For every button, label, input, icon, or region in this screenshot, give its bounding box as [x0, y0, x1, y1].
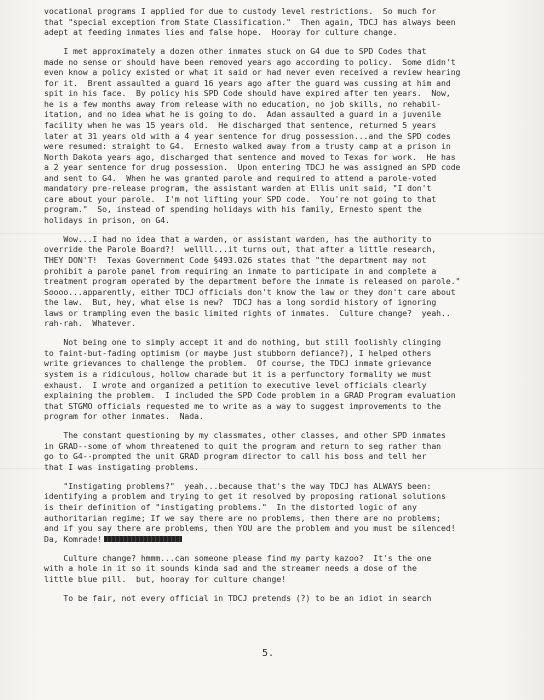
text-line: The constant questioning by my classmates, other classes, and other SPD inmates	[44, 430, 446, 441]
text-line: that STGMO officials requested me to write as a way to suggest improvements to the	[44, 400, 442, 411]
text-line: to faint-but-fading optimism (or maybe just stubborn defiance?), I helped others	[44, 347, 432, 358]
paragraph	[44, 481, 512, 544]
paragraph	[44, 430, 512, 472]
text-line: laws or trampling even the basic limited rights of inmates. Culture change? yeah..	[44, 307, 451, 318]
text-line: later at 31 years old with a 4 year sentence for drug possession...and the SPD codes	[44, 130, 451, 141]
text-line: program." So, instead of spending holidays with his family, Ernesto spent the	[44, 204, 422, 215]
text-line: the law. But, hey, what else is new? TDCJ has a long sordid history of ignoring	[44, 297, 437, 308]
text-line: prohibit a parole panel from requiring an inmate to participate in and complete a	[44, 265, 437, 276]
redaction-mark	[104, 536, 182, 542]
text-line: in GRAD--some of whom threatened to quit the program and return to seg rather than	[44, 440, 442, 451]
text-line: exhaust. I wrote and organized a petition to executive level officials clearly	[44, 379, 427, 390]
text-line: and if you say there are problems, then YOU are the problem and you must be silenced!	[44, 523, 456, 534]
paragraph	[44, 593, 512, 604]
text-line: go to G4--prompted the unit GRAD program director to call his boss and tell her	[44, 451, 427, 462]
text-line: made no sense or should have been removed years ago according to policy. Some didn't	[44, 56, 456, 67]
text-line: mandatory pre-release program, the assistant warden at Ellis unit said, "I don't	[44, 183, 432, 194]
text-line: were resumed: straight to G4. Ernesto walked away from a trusty camp at a prison in	[44, 141, 451, 152]
text-line: override the Parole Board?! wellll...it turns out, that after a little research,	[44, 244, 437, 255]
text-line: treatment program operated by the department before the inmate is released on parole."	[44, 276, 461, 287]
text-line: is their definition of "instigating problems." In the distorted logic of any	[44, 502, 417, 513]
text-line: write grievances to challenge the problem. Of course, the TDCJ inmate grievance	[44, 358, 432, 369]
text-line: "Instigating problems?" yeah...because that's the way TDCJ has ALWAYS been:	[44, 480, 432, 491]
text-line: little blue pill. but, hooray for culture change!	[44, 573, 287, 584]
text-line: a 2 year sentence for drug possession. Upon entering TDCJ he was assigned an SPD code	[44, 162, 461, 173]
text-line: I met approximately a dozen other inmates stuck on G4 due to SPD Codes that	[44, 46, 427, 57]
text-line: with a hole in it so it sounds kinda sad and the streamer needs a dose of the	[44, 563, 417, 574]
paragraph	[44, 337, 512, 421]
text-line: Not being one to simply accept it and do nothing, but still foolishly clinging	[44, 337, 442, 348]
text-line: vocational programs I applied for due to custody level restrictions. So much for	[44, 6, 437, 16]
text-line: To be fair, not every official in TDCJ pretends (?) to be an idiot in search	[44, 592, 432, 603]
paragraph	[44, 553, 512, 585]
text-line: THEY DON'T! Texas Government Code §493.026 states that "the department may not	[44, 255, 427, 266]
text-line: and sent to G4. When he was granted parole and required to attend a parole-voted	[44, 172, 437, 183]
text-line: for it. Brent assaulted a guard 16 years ago after the guard was cussing at him and	[44, 77, 451, 88]
text-line: authoritarian regime; If we say there are no problems, then there are no problems;	[44, 512, 442, 523]
paragraph	[44, 6, 512, 38]
text-line: even know a policy existed or what it said or had never even received a review hearing	[44, 67, 461, 78]
text-line: itation, and no idea what he is going to do. Adan assaulted a guard in a juvenile	[44, 109, 442, 120]
text-line: program for other inmates. Nada.	[44, 411, 204, 422]
text-line: explaining the problem. I included the SPD Code problem in a GRAD Program evaluation	[44, 390, 456, 401]
text-line: identifying a problem and trying to get it resolved by proposing rational solutions	[44, 491, 446, 502]
letter-body	[44, 6, 512, 612]
text-line: Culture change? hmmm...can someone please find my party kazoo? It's the one	[44, 552, 432, 563]
text-line: he is a few months away from release with no education, no job skills, no rehabil-	[44, 98, 442, 109]
paragraph	[44, 234, 512, 329]
text-line: care about your parole. I'm not lifting your SPD code. You're not going to that	[44, 193, 437, 204]
text-line: Soooo...apparently, either TDCJ officials don't know the law or they don't care about	[44, 286, 456, 297]
text-line: system is a ridiculous, hollow charade but it is a perfunctory formality we must	[44, 369, 432, 379]
paragraph	[44, 46, 512, 225]
text-line: spit in his face. By policy his SPD Code should have expired after ten years. Now,	[44, 88, 451, 99]
text-line: holidays in prison, on G4.	[44, 214, 170, 225]
page-number: 5.	[262, 648, 275, 659]
text-line: North Dakota years ago, discharged that sentence and moved to Texas for work. He has	[44, 151, 456, 162]
text-line: facility when he was 15 years old. He discharged that sentence, returned 5 years	[44, 119, 437, 130]
text-line: that I was instigating problems.	[44, 461, 199, 472]
text-line: adept at feeding inmates lies and false hope. Hooray for culture change.	[44, 27, 398, 38]
text-line: Da, Komrade!	[44, 534, 512, 545]
text-line: that "special exception from State Classification." Then again, TDCJ has always been	[44, 16, 456, 27]
text-line: Wow...I had no idea that a warden, or assistant warden, has the authority to	[44, 233, 432, 244]
text-line: rah-rah. Whatever.	[44, 318, 136, 329]
